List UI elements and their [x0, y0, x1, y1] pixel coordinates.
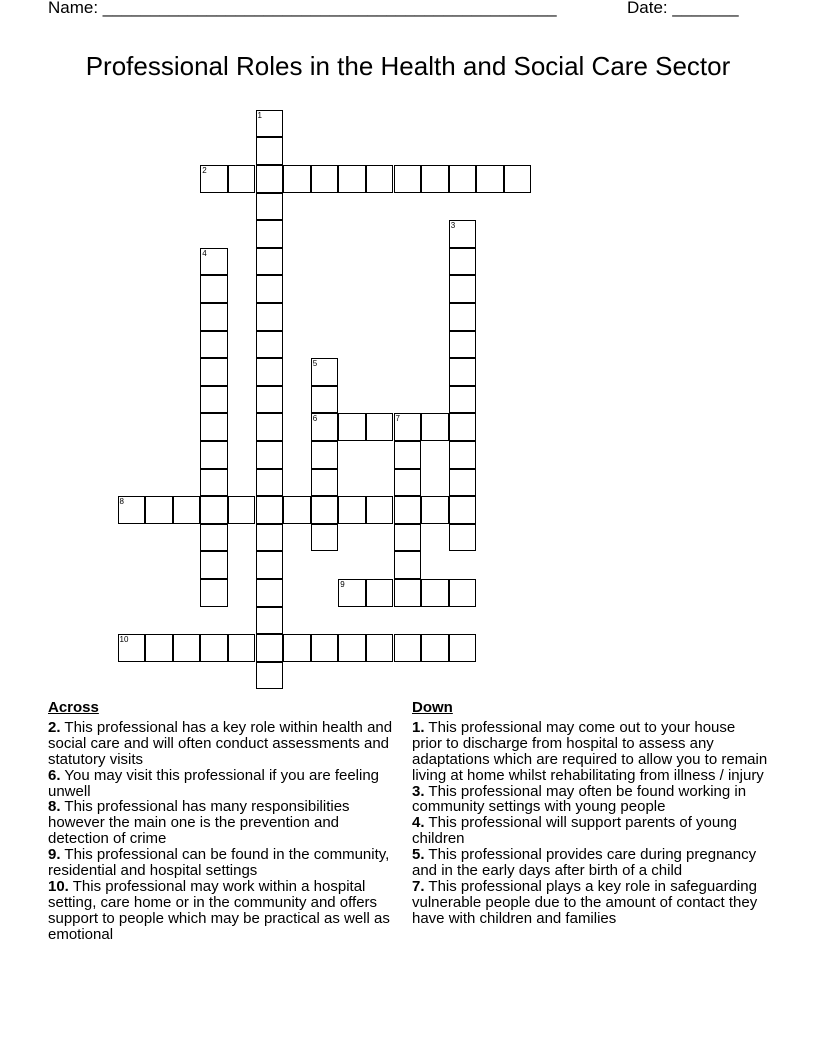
- grid-cell[interactable]: [256, 275, 284, 303]
- grid-cell[interactable]: [256, 551, 284, 579]
- across-clue: [48, 720, 400, 768]
- grid-cell[interactable]: [200, 469, 228, 497]
- grid-cell[interactable]: [366, 496, 394, 524]
- grid-cell[interactable]: [311, 165, 339, 193]
- across-clue: [48, 768, 400, 800]
- grid-cell[interactable]: [449, 220, 477, 248]
- clue-number: 6.: [48, 766, 61, 784]
- grid-cell[interactable]: [338, 413, 366, 441]
- grid-cell[interactable]: [421, 496, 449, 524]
- grid-cell[interactable]: [256, 441, 284, 469]
- grid-cell[interactable]: [394, 441, 422, 469]
- grid-cell[interactable]: [449, 634, 477, 662]
- grid-cell[interactable]: [366, 579, 394, 607]
- clue-text: This professional provides care during pregnancy and in the early days after birth of a child: [412, 846, 757, 880]
- grid-cell[interactable]: [256, 607, 284, 635]
- grid-cell[interactable]: [394, 469, 422, 497]
- across-clues: [48, 700, 400, 943]
- grid-cell[interactable]: [200, 413, 228, 441]
- grid-cell[interactable]: [449, 496, 477, 524]
- grid-cell[interactable]: [504, 165, 532, 193]
- down-clue: [412, 784, 768, 816]
- grid-cell[interactable]: [394, 551, 422, 579]
- clue-number: 6: [312, 414, 318, 424]
- down-clue: [412, 879, 768, 927]
- across-clue: [48, 879, 400, 943]
- grid-cell[interactable]: [200, 248, 228, 276]
- grid-cell[interactable]: [449, 469, 477, 497]
- grid-cell[interactable]: [256, 524, 284, 552]
- grid-cell[interactable]: [394, 413, 422, 441]
- grid-cell[interactable]: [173, 496, 201, 524]
- grid-cell[interactable]: [200, 331, 228, 359]
- across-clue: [48, 847, 400, 879]
- grid-cell[interactable]: [173, 634, 201, 662]
- grid-cell[interactable]: [449, 275, 477, 303]
- grid-cell[interactable]: [449, 413, 477, 441]
- clue-text: This professional plays a key role in safeguarding vulnerable people due to the amount of contact they have with children and families: [412, 877, 758, 927]
- grid-cell[interactable]: [256, 220, 284, 248]
- down-clue-list: [412, 720, 768, 927]
- grid-cell[interactable]: [256, 165, 284, 193]
- grid-cell[interactable]: [256, 358, 284, 386]
- grid-cell[interactable]: [283, 496, 311, 524]
- grid-cell[interactable]: [311, 441, 339, 469]
- grid-cell[interactable]: [256, 110, 284, 138]
- down-clue: [412, 815, 768, 847]
- clue-number: 4: [202, 248, 207, 258]
- clue-number: 10: [119, 635, 129, 645]
- grid-cell[interactable]: [145, 496, 173, 524]
- grid-cell[interactable]: [256, 303, 284, 331]
- across-heading: Across: [48, 699, 99, 716]
- grid-cell[interactable]: [449, 579, 477, 607]
- grid-cell[interactable]: [338, 579, 366, 607]
- grid-cell[interactable]: [449, 358, 477, 386]
- clue-text: This professional will support parents of young children: [412, 814, 737, 848]
- grid-cell[interactable]: [256, 469, 284, 497]
- across-clue-list: [48, 720, 400, 943]
- grid-cell[interactable]: [449, 248, 477, 276]
- grid-cell[interactable]: [200, 386, 228, 414]
- clue-number: 1: [257, 110, 262, 120]
- grid-cell[interactable]: [228, 634, 256, 662]
- grid-cell[interactable]: [283, 634, 311, 662]
- grid-cell[interactable]: [366, 165, 394, 193]
- clue-number: 3.: [412, 782, 425, 800]
- grid-cell[interactable]: [311, 524, 339, 552]
- grid-cell[interactable]: [200, 275, 228, 303]
- grid-cell[interactable]: [338, 165, 366, 193]
- grid-cell[interactable]: [200, 441, 228, 469]
- grid-cell[interactable]: [228, 496, 256, 524]
- grid-cell[interactable]: [338, 634, 366, 662]
- down-clue: [412, 847, 768, 879]
- grid-cell[interactable]: [256, 193, 284, 221]
- grid-cell[interactable]: [256, 496, 284, 524]
- grid-cell[interactable]: [421, 634, 449, 662]
- grid-cell[interactable]: [200, 165, 228, 193]
- grid-cell[interactable]: [145, 634, 173, 662]
- grid-cell[interactable]: [256, 248, 284, 276]
- grid-cell[interactable]: [283, 165, 311, 193]
- grid-cell[interactable]: [394, 579, 422, 607]
- clue-number: 1.: [412, 718, 425, 736]
- clue-number: 2.: [48, 718, 61, 736]
- grid-cell[interactable]: [200, 496, 228, 524]
- grid-cell[interactable]: [421, 579, 449, 607]
- clue-text: This professional may work within a hospital setting, care home or in the community and offers support to people which may be practical as well as emotional: [48, 877, 390, 943]
- grid-cell[interactable]: [394, 165, 422, 193]
- clue-number: 9: [340, 580, 345, 589]
- grid-cell[interactable]: [200, 551, 228, 579]
- grid-cell[interactable]: [311, 634, 339, 662]
- grid-cell[interactable]: [256, 662, 284, 690]
- grid-cell[interactable]: [228, 165, 256, 193]
- down-heading: Down: [412, 699, 453, 716]
- clue-text: You may visit this professional if you are feeling unwell: [48, 766, 380, 800]
- grid-cell[interactable]: [200, 579, 228, 607]
- grid-cell[interactable]: [394, 496, 422, 524]
- grid-cell[interactable]: [394, 634, 422, 662]
- grid-cell[interactable]: [256, 137, 284, 165]
- grid-cell[interactable]: [311, 469, 339, 497]
- clue-text: This professional may often be found working in community settings with young people: [412, 782, 747, 816]
- grid-cell[interactable]: [256, 413, 284, 441]
- grid-cell[interactable]: [200, 634, 228, 662]
- grid-cell[interactable]: [421, 413, 449, 441]
- down-clue: [412, 720, 768, 784]
- clue-number: 7.: [412, 877, 425, 895]
- clue-text: This professional may come out to your house prior to discharge from hospital to assess any adaptations which are required to allow you to remain living at home whilst rehabilitating from illness / injury: [412, 718, 768, 784]
- name-field[interactable]: Name: ________________________________________________: [48, 0, 557, 17]
- grid-cell[interactable]: [449, 386, 477, 414]
- date-field[interactable]: Date: _______: [627, 0, 739, 17]
- grid-cell[interactable]: [311, 496, 339, 524]
- grid-cell[interactable]: [394, 524, 422, 552]
- grid-cell[interactable]: [200, 303, 228, 331]
- grid-cell[interactable]: [311, 413, 339, 441]
- clue-number: 8.: [48, 798, 61, 816]
- clue-number: 5: [312, 359, 318, 369]
- across-clue: [48, 799, 400, 847]
- clue-number: 9.: [48, 846, 61, 864]
- grid-cell[interactable]: [338, 496, 366, 524]
- grid-cell[interactable]: [311, 358, 339, 386]
- grid-cell[interactable]: [449, 303, 477, 331]
- page-title: Professional Roles in the Health and Social Care Sector: [85, 51, 731, 81]
- grid-cell[interactable]: [256, 634, 284, 662]
- grid-cell[interactable]: [200, 524, 228, 552]
- grid-cell[interactable]: [366, 413, 394, 441]
- grid-cell[interactable]: [118, 496, 146, 524]
- grid-cell[interactable]: [311, 386, 339, 414]
- grid-cell[interactable]: [200, 358, 228, 386]
- grid-cell[interactable]: [476, 165, 504, 193]
- grid-cell[interactable]: [256, 579, 284, 607]
- clue-number: 8: [119, 497, 124, 507]
- clue-number: 10.: [48, 877, 69, 895]
- grid-cell[interactable]: [256, 331, 284, 359]
- clue-text: This professional has many responsibilities however the main one is the prevention and detection of crime: [48, 798, 350, 848]
- grid-cell[interactable]: [449, 165, 477, 193]
- clue-number: 7: [395, 414, 400, 424]
- grid-cell[interactable]: [118, 634, 146, 662]
- down-clues: [412, 700, 768, 927]
- grid-cell[interactable]: [366, 634, 394, 662]
- clue-text: This professional can be found in the community, residential and hospital settings: [48, 846, 390, 880]
- grid-cell[interactable]: [449, 524, 477, 552]
- grid-cell[interactable]: [449, 331, 477, 359]
- clue-number: 4.: [412, 814, 425, 832]
- grid-cell[interactable]: [421, 165, 449, 193]
- clue-number: 2: [202, 166, 207, 175]
- clue-number: 5.: [412, 846, 425, 864]
- clue-text: This professional has a key role within health and social care and will often conduct assessments and statutory visits: [48, 718, 393, 768]
- clue-number: 3: [450, 221, 456, 231]
- grid-cell[interactable]: [449, 441, 477, 469]
- grid-cell[interactable]: [256, 386, 284, 414]
